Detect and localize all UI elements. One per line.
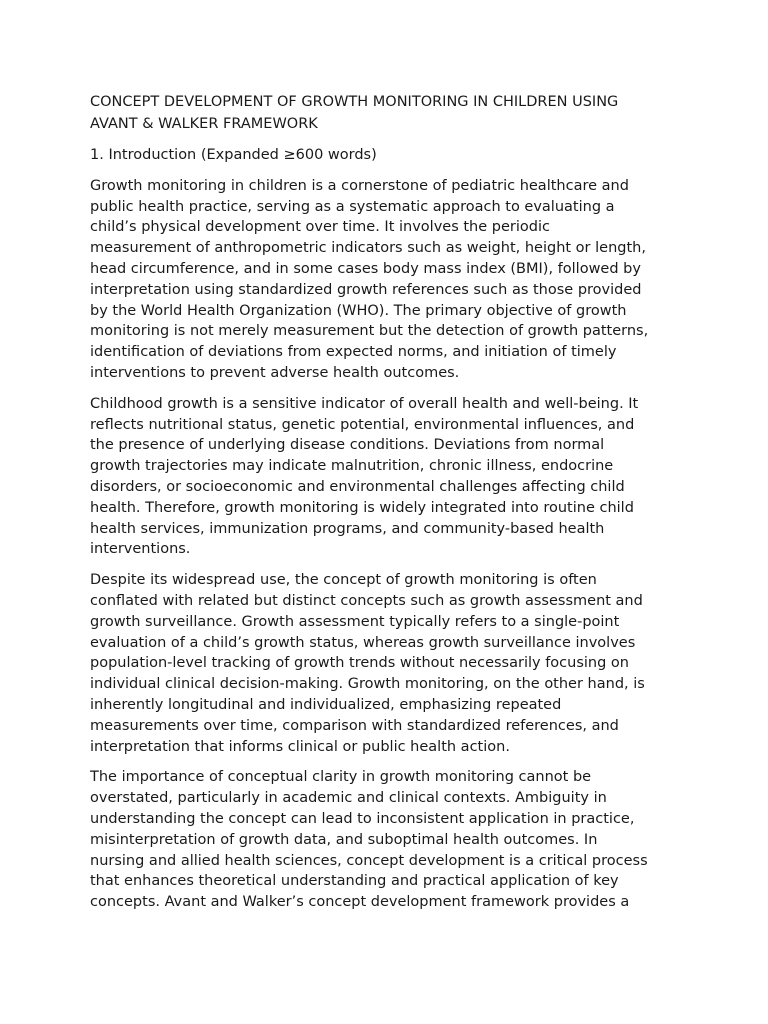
paragraph-line: Growth monitoring in children is a cornerstone of pediatric healthcare and xyxy=(90,177,629,194)
paragraph-line: interventions. xyxy=(90,541,191,558)
paragraph-4 xyxy=(90,767,680,913)
paragraph-line: Childhood growth is a sensitive indicator of overall health and well-being. It xyxy=(90,395,639,412)
document-title-line: CONCEPT DEVELOPMENT OF GROWTH MONITORING IN CHILDREN USING xyxy=(90,94,619,110)
paragraph-line: interpretation that informs clinical or public health action. xyxy=(90,738,510,755)
document-title xyxy=(90,92,680,135)
paragraph-line: child’s physical development over time. It involves the periodic xyxy=(90,219,550,236)
paragraph-line: overstated, particularly in academic and clinical contexts. Ambiguity in xyxy=(90,790,607,807)
paragraph-1 xyxy=(90,176,680,384)
paragraph-line: reflects nutritional status, genetic potential, environmental influences, and xyxy=(90,416,635,433)
paragraph-line: nursing and allied health sciences, concept development is a critical process xyxy=(90,852,648,869)
paragraph-line: by the World Health Organization (WHO). The primary objective of growth xyxy=(90,302,627,319)
document-page xyxy=(90,92,680,923)
paragraph-line: misinterpretation of growth data, and suboptimal health outcomes. In xyxy=(90,831,598,848)
paragraph-line: that enhances theoretical understanding and practical application of key xyxy=(90,873,619,890)
paragraph-line: measurement of anthropometric indicators such as weight, height or length, xyxy=(90,240,646,257)
paragraph-line: identification of deviations from expected norms, and initiation of timely xyxy=(90,344,617,361)
paragraph-line: individual clinical decision-making. Growth monitoring, on the other hand, is xyxy=(90,676,645,693)
paragraph-2 xyxy=(90,394,680,560)
paragraph-line: interventions to prevent adverse health outcomes. xyxy=(90,364,460,381)
section-heading: 1. Introduction (Expanded ≥600 words) xyxy=(90,147,377,163)
paragraph-line: the presence of underlying disease conditions. Deviations from normal xyxy=(90,437,605,454)
paragraph-line: health services, immunization programs, and community-based health xyxy=(90,520,605,537)
paragraph-line: population-level tracking of growth trends without necessarily focusing on xyxy=(90,655,629,672)
paragraph-line: health. Therefore, growth monitoring is widely integrated into routine child xyxy=(90,499,634,516)
paragraph-line: interpretation using standardized growth references such as those provided xyxy=(90,281,642,298)
paragraph-line: disorders, or socioeconomic and environmental challenges affecting child xyxy=(90,478,625,495)
paragraph-line: inherently longitudinal and individualized, emphasizing repeated xyxy=(90,696,562,713)
paragraph-line: Despite its widespread use, the concept of growth monitoring is often xyxy=(90,572,597,589)
paragraph-line: public health practice, serving as a systematic approach to evaluating a xyxy=(90,198,615,215)
paragraph-line: conflated with related but distinct concepts such as growth assessment and xyxy=(90,592,643,609)
paragraph-line: evaluation of a child’s growth status, whereas growth surveillance involves xyxy=(90,634,636,651)
paragraph-3 xyxy=(90,570,680,757)
paragraph-line: measurements over time, comparison with standardized references, and xyxy=(90,717,619,734)
paragraph-line: growth trajectories may indicate malnutrition, chronic illness, endocrine xyxy=(90,458,614,475)
paragraph-line: monitoring is not merely measurement but the detection of growth patterns, xyxy=(90,323,649,340)
paragraph-line: The importance of conceptual clarity in growth monitoring cannot be xyxy=(90,769,592,786)
paragraph-line: understanding the concept can lead to inconsistent application in practice, xyxy=(90,810,635,827)
paragraph-line: growth surveillance. Growth assessment typically refers to a single-point xyxy=(90,613,620,630)
document-title-line: AVANT & WALKER FRAMEWORK xyxy=(90,115,318,132)
paragraph-line: head circumference, and in some cases body mass index (BMI), followed by xyxy=(90,260,641,277)
paragraph-line: concepts. Avant and Walker’s concept development framework provides a xyxy=(90,894,630,911)
